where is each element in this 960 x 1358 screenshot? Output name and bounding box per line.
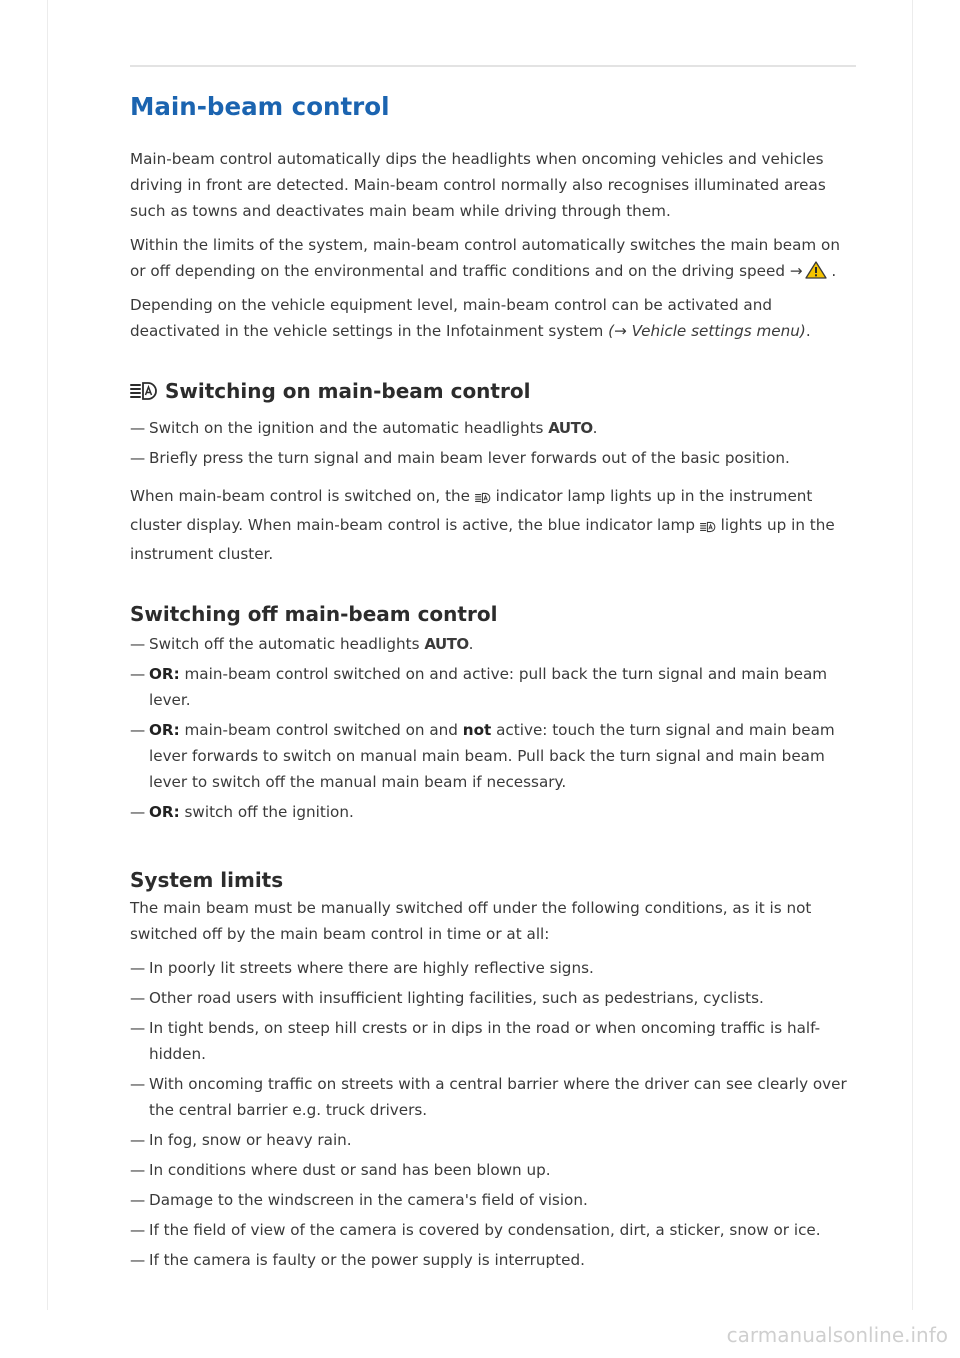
list-item: [130, 1071, 860, 1123]
arrow-right-icon: →: [614, 322, 627, 340]
list-item: [130, 1157, 860, 1183]
list-item: [130, 415, 860, 441]
list-item: [130, 445, 860, 471]
dash-bullet: —: [130, 803, 146, 821]
main-beam-auto-icon: [475, 486, 491, 512]
switch-off-step-2: main-beam control switched on and active: pull back the turn signal and main beam lever.: [149, 665, 828, 709]
dash-bullet: —: [130, 1131, 146, 1149]
intro-paragraph-3: [130, 292, 860, 344]
switch-on-heading: [130, 376, 860, 409]
switch-on-heading-text: Switching on main-beam control: [164, 379, 531, 403]
dash-bullet: —: [130, 1019, 146, 1037]
dash-bullet: —: [130, 989, 146, 1007]
dash-bullet: —: [130, 1075, 146, 1093]
page-border-left: [47, 0, 48, 1310]
arrow-right-icon: →: [789, 262, 803, 280]
system-limits-intro: The main beam must be manually switched off under the following conditions, as it is not switched off by the main beam control in time or at all:: [130, 899, 812, 943]
list-item: [130, 717, 860, 795]
system-limits-heading: System limits: [130, 868, 284, 892]
auto-headlights-symbol: AUTO: [548, 419, 593, 437]
list-item: [130, 1217, 860, 1243]
intro-paragraph-2-text: Within the limits of the system, main-beam control automatically switches the main beam on or off depending on the environmental and traffic conditions and on the driving speed: [130, 236, 840, 280]
step-end: .: [468, 635, 474, 653]
dash-bullet: —: [130, 1191, 146, 1209]
document-body: [130, 88, 860, 1277]
dash-bullet: —: [130, 449, 146, 467]
intro-paragraph-2: [130, 232, 860, 284]
limit-item: Other road users with insufficient lighting facilities, such as pedestrians, cyclists.: [149, 989, 764, 1007]
limit-item: In conditions where dust or sand has been blown up.: [149, 1161, 551, 1179]
list-item: [130, 661, 860, 713]
step-end: .: [592, 419, 598, 437]
list-item: [130, 1247, 860, 1273]
dash-bullet: —: [130, 1221, 146, 1239]
dash-bullet: —: [130, 959, 146, 977]
indicator-paragraph-a: When main-beam control is switched on, the: [130, 487, 471, 505]
intro-paragraph-2-end: .: [831, 262, 837, 280]
vehicle-settings-menu-link[interactable]: [608, 322, 806, 340]
list-item: [130, 985, 860, 1011]
top-divider: [130, 65, 856, 67]
dash-bullet: —: [130, 721, 146, 739]
list-item: [130, 1127, 860, 1153]
dash-bullet: —: [130, 665, 146, 683]
ref-paren: (: [608, 322, 615, 340]
page-title: Main-beam control: [130, 92, 390, 121]
switch-off-step-3b: active: touch the turn signal and main beam lever forwards to switch on manual main beam. Pull back the turn signal and main beam lever to switch off the manual main beam if necessary.: [149, 721, 835, 791]
main-beam-auto-icon: [700, 515, 716, 541]
switch-off-step-3a: main-beam control switched on and: [179, 721, 463, 739]
page-border-right: [912, 0, 913, 1310]
dash-bullet: —: [130, 1251, 146, 1269]
limit-item: In poorly lit streets where there are highly reflective signs.: [149, 959, 594, 977]
or-label: OR:: [149, 803, 180, 821]
system-limits-list: [130, 955, 860, 1273]
list-item: [130, 799, 860, 825]
ref-text: Vehicle settings menu): [626, 322, 806, 340]
watermark: carmanualsonline.info: [726, 1323, 948, 1347]
limit-item: In fog, snow or heavy rain.: [149, 1131, 352, 1149]
intro-paragraph-3-text: Depending on the vehicle equipment level, main-beam control can be activated and deactivated in the vehicle settings in the Infotainment system: [130, 296, 773, 340]
warning-triangle-icon[interactable]: [805, 261, 827, 279]
list-item: [130, 1015, 860, 1067]
limit-item: In tight bends, on steep hill crests or in dips in the road or when oncoming traffic is half-hidden.: [149, 1019, 821, 1063]
switch-on-step-2: Briefly press the turn signal and main beam lever forwards out of the basic position.: [149, 449, 790, 467]
intro-paragraph-1: Main-beam control automatically dips the headlights when oncoming vehicles and vehicles driving in front are detected. Main-beam control normally also recognises illuminated areas such as towns and deactivates main beam while driving through them.: [130, 150, 826, 220]
list-item: [130, 1187, 860, 1213]
main-beam-auto-icon: [130, 379, 158, 409]
switch-off-heading: Switching off main-beam control: [130, 602, 498, 626]
switch-on-steps: [130, 415, 860, 471]
list-item: [130, 631, 860, 657]
indicator-paragraph-c: lights up in the instrument cluster.: [130, 516, 835, 563]
dash-bullet: —: [130, 1161, 146, 1179]
limit-item: If the field of view of the camera is covered by condensation, dirt, a sticker, snow or ice.: [149, 1221, 821, 1239]
dash-bullet: —: [130, 635, 146, 653]
switch-off-step-4: switch off the ignition.: [179, 803, 354, 821]
indicator-paragraph-b: indicator lamp lights up in the instrument cluster display. When main-beam control is active, the blue indicator lamp: [130, 487, 813, 534]
dash-bullet: —: [130, 419, 146, 437]
limit-item: Damage to the windscreen in the camera's field of vision.: [149, 1191, 588, 1209]
switch-on-step-1: Switch on the ignition and the automatic headlights: [149, 419, 544, 437]
or-label: OR:: [149, 721, 180, 739]
list-item: [130, 955, 860, 981]
indicator-paragraph: [130, 483, 860, 567]
or-label: OR:: [149, 665, 180, 683]
limit-item: If the camera is faulty or the power supply is interrupted.: [149, 1251, 585, 1269]
intro-paragraph-3-end: .: [805, 322, 811, 340]
not-emphasis: not: [462, 721, 492, 739]
limit-item: With oncoming traffic on streets with a central barrier where the driver can see clearly over the central barrier e.g. truck drivers.: [149, 1075, 847, 1119]
switch-off-step-1: Switch off the automatic headlights: [149, 635, 420, 653]
auto-headlights-symbol: AUTO: [424, 635, 469, 653]
switch-off-steps: [130, 631, 860, 825]
